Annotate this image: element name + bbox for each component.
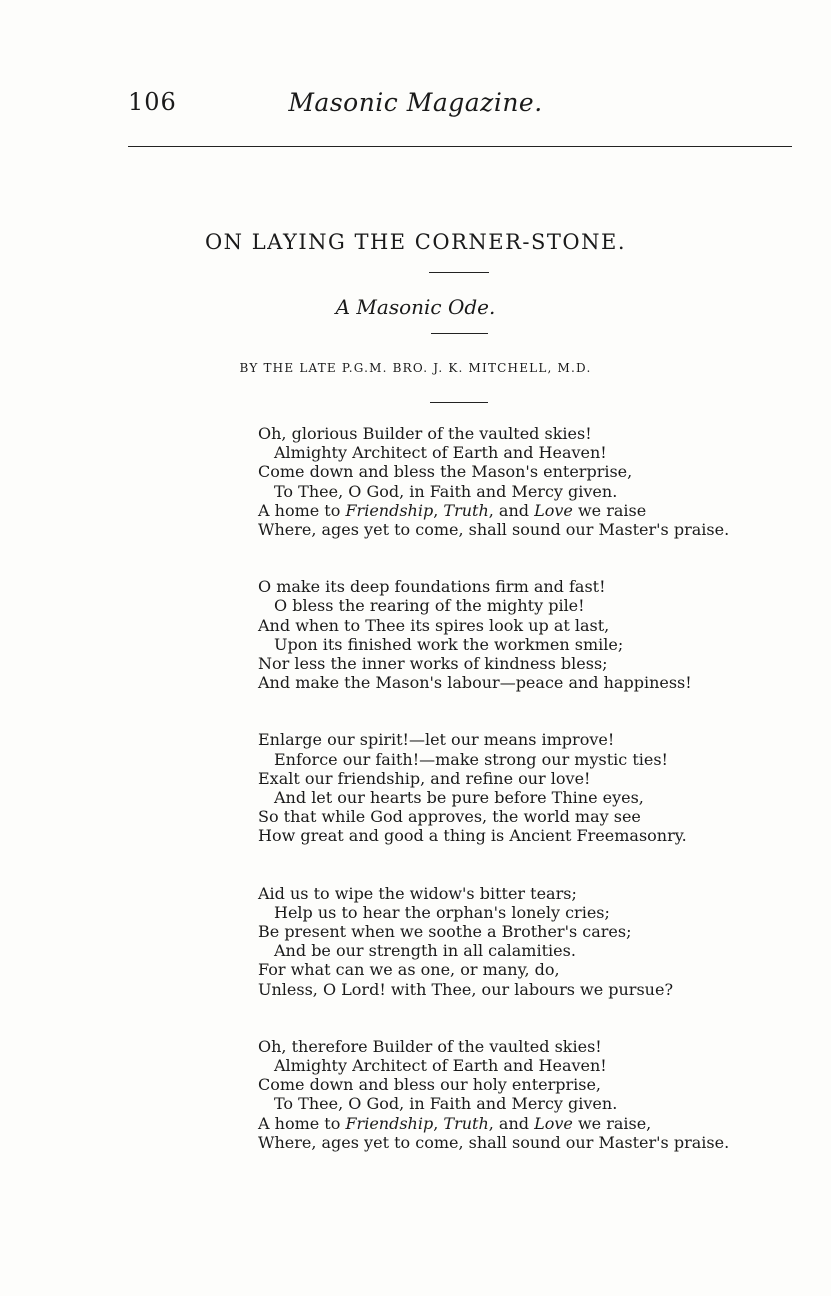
poem-line: Nor less the inner works of kindness bless; [258, 654, 608, 674]
poem-line: Oh, glorious Builder of the vaulted skies! [258, 424, 592, 443]
poem-line: Unless, O Lord! with Thee, our labours we pursue? [258, 979, 674, 999]
poem-line: Upon its finished work the workmen smile; [274, 634, 624, 654]
stanza [258, 730, 738, 845]
poem-subtitle: A Masonic Ode. [335, 295, 496, 319]
poem-line: Oh, therefore Builder of the vaulted skies! [258, 1036, 602, 1056]
stanza [258, 424, 738, 539]
title-rule [429, 272, 489, 273]
running-title: Masonic Magazine. [288, 88, 543, 117]
poem-line: How great and good a thing is Ancient Freemasonry. [258, 826, 687, 846]
line-fragment: we raise [572, 500, 647, 520]
page-number: 106 [128, 88, 177, 116]
poem-line: To Thee, O God, in Faith and Mercy given. [274, 1094, 618, 1114]
header-rule [128, 146, 792, 147]
poem-line: Where, ages yet to come, shall sound our Master's praise. [258, 520, 730, 540]
line-fragment: , and [488, 1113, 535, 1133]
poem-line: Enlarge our spirit!—let our means improve! [258, 730, 615, 750]
poem-line: O make its deep foundations firm and fast! [258, 577, 606, 597]
byline-rule [430, 402, 488, 403]
poem-line: So that while God approves, the world may see [258, 807, 641, 827]
line-fragment: A home to [258, 1113, 346, 1133]
poem-line: Come down and bless our holy enterprise, [258, 1075, 602, 1095]
poem-line: Enforce our faith!—make strong our mystic ties! [274, 749, 668, 769]
poem-line: O bless the rearing of the mighty pile! [274, 596, 585, 616]
line-fragment: , [433, 500, 444, 520]
emphasized-word: Love [534, 500, 573, 520]
poem-line: Aid us to wipe the widow's bitter tears; [258, 883, 577, 903]
subtitle-rule [431, 333, 488, 334]
poem-line: Exalt our friendship, and refine our love! [258, 768, 591, 788]
poem-line: Come down and bless the Mason's enterprise, [258, 462, 633, 482]
poem-line: And make the Mason's labour—peace and happiness! [258, 673, 692, 693]
poem-line: And when to Thee its spires look up at last, [258, 615, 610, 635]
poem-line: For what can we as one, or many, do, [258, 960, 560, 980]
poem-body [258, 424, 738, 1190]
poem-line: Be present when we soothe a Brother's cares; [258, 922, 632, 942]
poem-line: And let our hearts be pure before Thine eyes, [274, 788, 644, 808]
emphasized-word: Friendship [345, 500, 434, 520]
poem-line: To Thee, O God, in Faith and Mercy given. [274, 481, 618, 501]
line-fragment: , [433, 1113, 444, 1133]
line-fragment: we raise, [572, 1113, 652, 1133]
poem-line: Where, ages yet to come, shall sound our Master's praise. [258, 1132, 730, 1152]
poem-line [258, 501, 738, 520]
emphasized-word: Friendship [345, 1113, 434, 1133]
emphasized-word: Love [534, 1113, 573, 1133]
stanza [258, 577, 738, 692]
poem-line: Almighty Architect of Earth and Heaven! [274, 1056, 607, 1076]
stanza [258, 1037, 738, 1152]
poem-line: Almighty Architect of Earth and Heaven! [274, 443, 607, 463]
emphasized-word: Truth [443, 1113, 489, 1133]
line-fragment: , and [488, 500, 535, 520]
emphasized-word: Truth [443, 500, 489, 520]
poem-line [258, 1114, 738, 1133]
line-fragment: A home to [258, 500, 346, 520]
poem-title: ON LAYING THE CORNER-STONE. [204, 230, 627, 254]
poem-line: Help us to hear the orphan's lonely cries; [274, 902, 610, 922]
poem-byline: BY THE LATE P.G.M. BRO. J. K. MITCHELL, M.D. [239, 361, 592, 375]
stanza [258, 884, 738, 999]
poem-line: And be our strength in all calamities. [274, 941, 576, 961]
